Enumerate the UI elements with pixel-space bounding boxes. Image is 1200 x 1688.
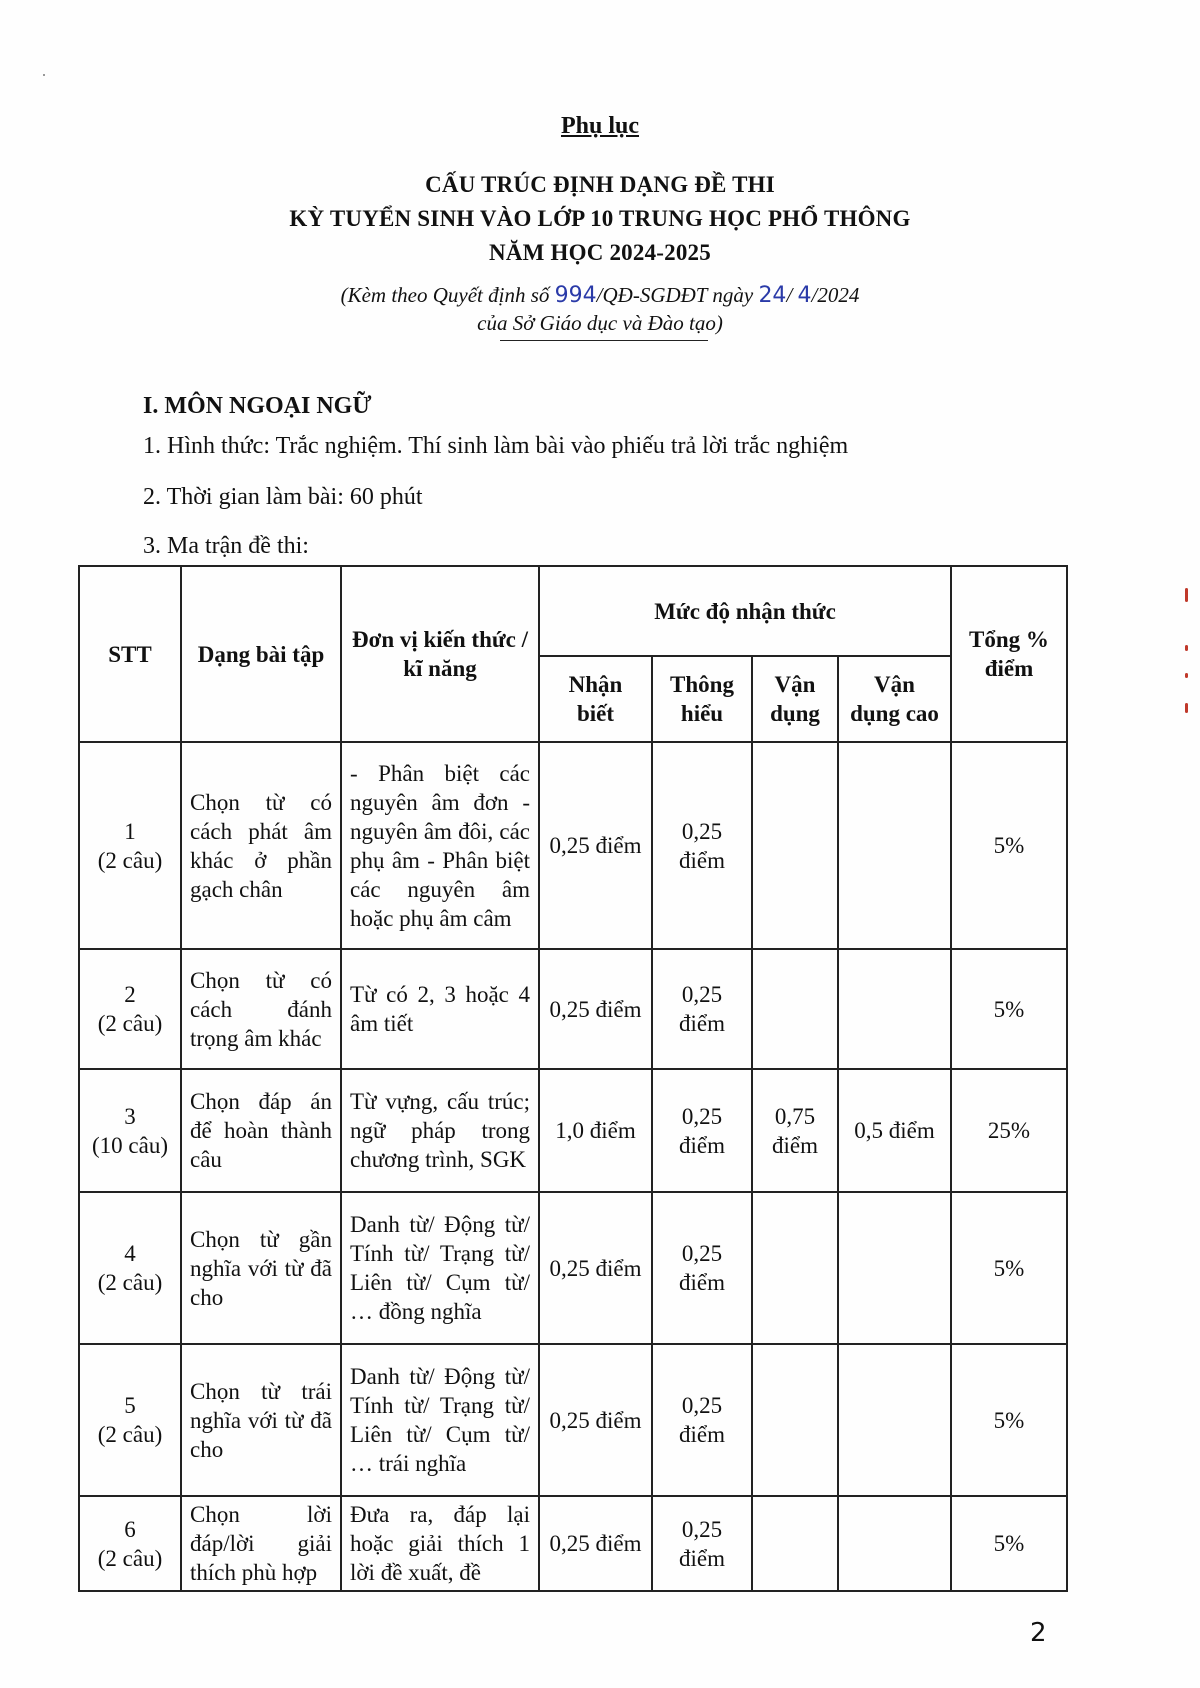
table-row bbox=[79, 1344, 1067, 1496]
exam-matrix-table bbox=[78, 565, 1068, 1592]
cell-total: 5% bbox=[951, 1344, 1067, 1496]
scan-speck bbox=[43, 74, 45, 76]
cell-application: 0,75 điểm bbox=[752, 1069, 838, 1192]
cell-recognition: 0,25 điểm bbox=[539, 742, 652, 949]
cell-application bbox=[752, 1496, 838, 1591]
cell-recognition: 0,25 điểm bbox=[539, 1192, 652, 1344]
cell-stt: 4 (2 câu) bbox=[79, 1192, 181, 1344]
cell-stt: 6 (2 câu) bbox=[79, 1496, 181, 1591]
cell-application bbox=[752, 949, 838, 1069]
cell-recognition: 0,25 điểm bbox=[539, 1344, 652, 1496]
cell-unit: - Phân biệt các nguyên âm đơn - nguyên âm đôi, các phụ âm - Phân biệt các nguyên âm hoặc phụ âm câm bbox=[341, 742, 539, 949]
cell-total: 25% bbox=[951, 1069, 1067, 1192]
ref-month: 4 bbox=[797, 283, 812, 308]
cell-type: Chọn từ trái nghĩa với từ đã cho bbox=[181, 1344, 341, 1496]
cell-type: Chọn từ có cách phát âm khác ở phần gạch chân bbox=[181, 742, 341, 949]
decision-reference-line2: của Sở Giáo dục và Đào tạo) bbox=[477, 311, 723, 335]
cell-type: Chọn đáp án để hoàn thành câu bbox=[181, 1069, 341, 1192]
cell-understanding: 0,25 điểm bbox=[652, 742, 752, 949]
cell-application bbox=[752, 742, 838, 949]
cell-total: 5% bbox=[951, 949, 1067, 1069]
cell-understanding: 0,25 điểm bbox=[652, 1496, 752, 1591]
cell-high-application bbox=[838, 1496, 951, 1591]
appendix-title: Phụ lục bbox=[560, 113, 640, 139]
cell-unit: Danh từ/ Động từ/ Tính từ/ Trạng từ/ Liên từ/ Cụm từ/ … trái nghĩa bbox=[341, 1344, 539, 1496]
margin-mark bbox=[1185, 703, 1188, 713]
header-stt: STT bbox=[79, 566, 181, 742]
reference-underline bbox=[500, 340, 708, 341]
cell-type: Chọn từ gần nghĩa với từ đã cho bbox=[181, 1192, 341, 1344]
cell-unit: Đưa ra, đáp lại hoặc giải thích 1 lời đề xuất, đề bbox=[341, 1496, 539, 1591]
cell-understanding: 0,25 điểm bbox=[652, 1344, 752, 1496]
table-row bbox=[79, 1496, 1067, 1591]
heading-line-1: CẤU TRÚC ĐỊNH DẠNG ĐỀ THI bbox=[425, 172, 775, 197]
heading-line-3: NĂM HỌC 2024-2025 bbox=[489, 240, 711, 265]
cell-stt: 2 (2 câu) bbox=[79, 949, 181, 1069]
cell-unit: Từ có 2, 3 hoặc 4 âm tiết bbox=[341, 949, 539, 1069]
cell-application bbox=[752, 1344, 838, 1496]
section-title: I. MÔN NGOẠI NGỮ bbox=[143, 393, 372, 419]
table-row bbox=[79, 742, 1067, 949]
margin-mark bbox=[1185, 673, 1188, 678]
heading-line-2: KỲ TUYỂN SINH VÀO LỚP 10 TRUNG HỌC PHỔ THÔNG bbox=[289, 206, 911, 231]
cell-understanding: 0,25 điểm bbox=[652, 1069, 752, 1192]
ref-sep: / bbox=[786, 283, 793, 307]
cell-recognition: 0,25 điểm bbox=[539, 949, 652, 1069]
ref-day: 24 bbox=[758, 283, 787, 308]
cell-high-application bbox=[838, 742, 951, 949]
header-row-1 bbox=[79, 566, 1067, 656]
page-number-mark: 2 bbox=[1030, 1618, 1047, 1648]
cell-high-application bbox=[838, 1344, 951, 1496]
margin-mark bbox=[1185, 645, 1188, 651]
cell-recognition: 0,25 điểm bbox=[539, 1496, 652, 1591]
margin-mark bbox=[1185, 588, 1188, 602]
header-recognition: Nhận biết bbox=[539, 656, 652, 742]
table-row bbox=[79, 1192, 1067, 1344]
item-matrix: 3. Ma trận đề thi: bbox=[143, 533, 309, 559]
header-total: Tổng % điểm bbox=[951, 566, 1067, 742]
cell-high-application bbox=[838, 949, 951, 1069]
ref-year: /2024 bbox=[811, 283, 860, 307]
cell-total: 5% bbox=[951, 1192, 1067, 1344]
cell-understanding: 0,25 điểm bbox=[652, 1192, 752, 1344]
header-exercise-type: Dạng bài tập bbox=[181, 566, 341, 742]
header-cognitive-level: Mức độ nhận thức bbox=[539, 566, 951, 656]
cell-stt: 3 (10 câu) bbox=[79, 1069, 181, 1192]
header-high-application: Vận dụng cao bbox=[838, 656, 951, 742]
cell-total: 5% bbox=[951, 1496, 1067, 1591]
item-duration: 2. Thời gian làm bài: 60 phút bbox=[143, 484, 423, 510]
header-knowledge-unit: Đơn vị kiến thức / kĩ năng bbox=[341, 566, 539, 742]
cell-high-application: 0,5 điểm bbox=[838, 1069, 951, 1192]
decision-reference bbox=[0, 283, 1200, 308]
item-format: 1. Hình thức: Trắc nghiệm. Thí sinh làm bài vào phiếu trả lời trắc nghiệm bbox=[143, 433, 849, 459]
cell-total: 5% bbox=[951, 742, 1067, 949]
cell-type: Chọn lời đáp/lời giải thích phù hợp bbox=[181, 1496, 341, 1591]
header-understanding: Thông hiểu bbox=[652, 656, 752, 742]
cell-type: Chọn từ có cách đánh trọng âm khác bbox=[181, 949, 341, 1069]
cell-application bbox=[752, 1192, 838, 1344]
cell-understanding: 0,25 điểm bbox=[652, 949, 752, 1069]
ref-prefix: (Kèm theo Quyết định số bbox=[340, 283, 550, 307]
cell-recognition: 1,0 điểm bbox=[539, 1069, 652, 1192]
table-row bbox=[79, 1069, 1067, 1192]
header-application: Vận dụng bbox=[752, 656, 838, 742]
table-row bbox=[79, 949, 1067, 1069]
ref-number: 994 bbox=[554, 283, 597, 308]
cell-unit: Danh từ/ Động từ/ Tính từ/ Trạng từ/ Liên từ/ Cụm từ/ … đồng nghĩa bbox=[341, 1192, 539, 1344]
cell-high-application bbox=[838, 1192, 951, 1344]
cell-stt: 5 (2 câu) bbox=[79, 1344, 181, 1496]
cell-stt: 1 (2 câu) bbox=[79, 742, 181, 949]
ref-mid: /QĐ-SGDĐT ngày bbox=[596, 283, 754, 307]
cell-unit: Từ vựng, cấu trúc; ngữ pháp trong chương trình, SGK bbox=[341, 1069, 539, 1192]
